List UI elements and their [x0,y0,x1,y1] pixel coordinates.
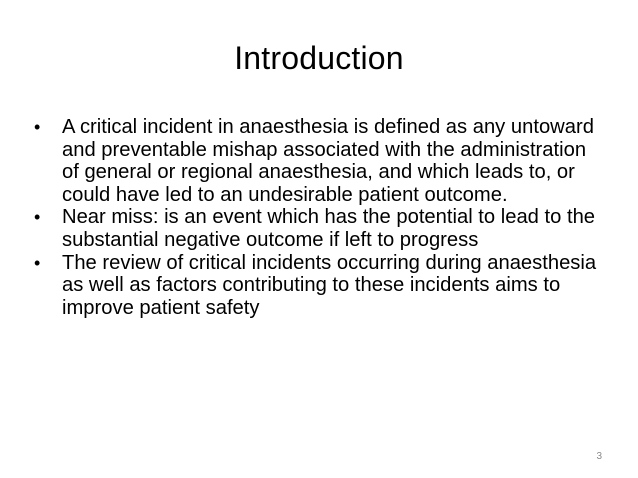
bullet-item-2 [34,206,599,251]
bullet-text: A critical incident in anaesthesia is defined as any untoward and preventable mishap associated with the administration of general or regional anaesthesia, and which leads to, or could have led to an undesirable patient outcome. [62,116,594,206]
bullet-text: The review of critical incidents occurring during anaesthesia as well as factors contributing to these incidents aims to improve patient safety [62,251,597,319]
bullet-icon: • [34,207,41,228]
page-number: 3 [596,451,602,462]
bullet-text: Near miss: is an event which has the potential to lead to the substantial negative outcome if left to progress [62,206,596,251]
bullet-item-3 [34,252,599,320]
bullet-item-1 [34,116,599,206]
slide-title: Introduction [234,40,404,76]
bullet-icon: • [34,117,41,137]
bullet-list [34,116,599,319]
bullet-icon: • [34,252,41,273]
